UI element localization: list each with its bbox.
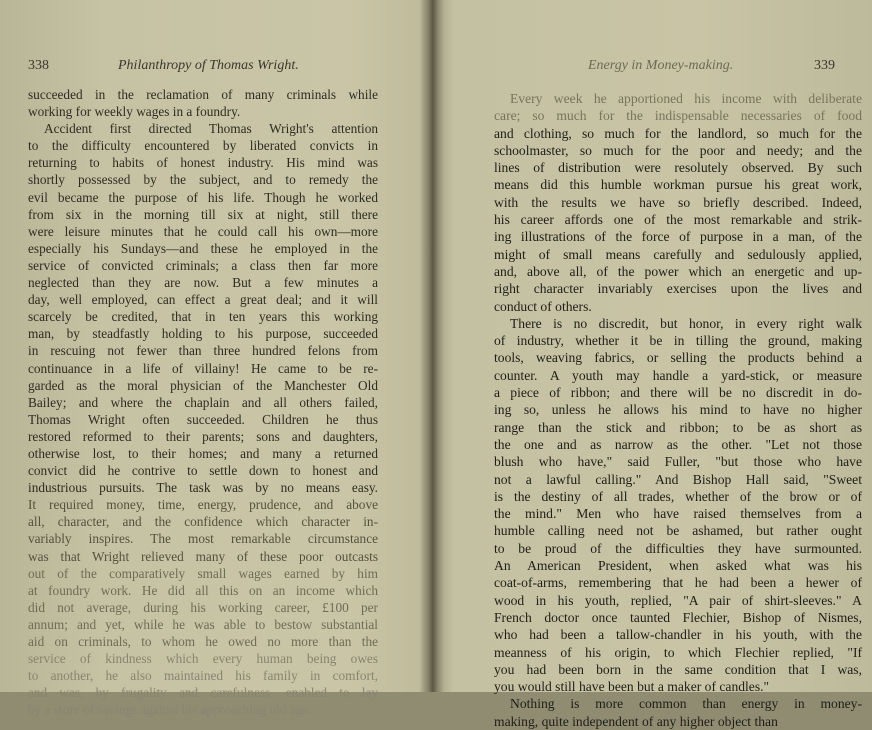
text-line: counter. A youth may handle a yard-stick, or measure xyxy=(494,367,862,383)
text-line: Accident first directed Thomas Wright's attention xyxy=(44,121,378,137)
right-running-head xyxy=(588,58,733,74)
text-line: variably inspires. The most remarkable circumstance xyxy=(28,531,378,547)
text-line: from six in the morning till six at night, still there xyxy=(28,206,378,222)
text-line: a piece of ribbon; and there will be no discredit in do- xyxy=(494,385,862,401)
text-line: the mind." Men who have raised themselves from a xyxy=(494,506,862,522)
left-running-head xyxy=(118,58,299,74)
text-line: conduct of others. xyxy=(494,298,592,314)
text-line: who had been a tallow-chandler in his youth, with the xyxy=(494,627,862,643)
text-line: means did this humble workman pursue his great work, xyxy=(494,177,862,193)
text-line: in rescuing not fewer than three hundred felons from xyxy=(28,343,378,359)
text-line: is the destiny of all trades, whether of the brow or of xyxy=(494,488,862,504)
text-line: scarcely be credited, that in ten years this working xyxy=(28,309,378,325)
text-line: tools, weaving fabrics, or selling the products behind a xyxy=(494,350,862,366)
left-page xyxy=(0,0,428,718)
text-line: service of kindness which every human being owes xyxy=(28,651,378,667)
text-line: at foundry work. He did all this on an income which xyxy=(28,582,378,598)
text-line: might of small means carefully and sedulously applied, xyxy=(494,246,862,262)
text-line: by a store of savings against his approaching old age. xyxy=(28,702,312,718)
text-line: the one and as narrow as the other. "Let not those xyxy=(494,436,862,452)
text-line: garded as the moral physician of the Manchester Old xyxy=(28,377,378,393)
text-line: making, quite independent of any higher object than xyxy=(494,713,778,729)
text-line: returning to habits of honest industry. His mind was xyxy=(28,155,378,171)
text-line: continuance in a life of villainy! He came to be re- xyxy=(28,360,378,376)
right-page xyxy=(430,0,872,729)
text-line: annum; and yet, while he was able to bestow substantial xyxy=(28,616,378,632)
text-line: his career affords one of the most remarkable and strik- xyxy=(494,212,862,228)
text-line: coat-of-arms, remembering that he had been a hewer of xyxy=(494,575,862,591)
text-line: aid on criminals, to whom he owed no more than the xyxy=(28,634,378,649)
text-line: ing so, unless he allows his mind to have no higher xyxy=(494,402,862,418)
text-line: and clothing, so much for the landlord, so much for the xyxy=(494,125,862,141)
text-line: all, character, and the confidence which character in- xyxy=(28,514,378,530)
text-line: to the difficulty encountered by liberated convicts in xyxy=(28,138,378,154)
text-line: French doctor once taunted Flechier, Bishop of Nismes, xyxy=(494,609,862,625)
text-line: shortly possessed by the subject, and to remedy the xyxy=(28,172,378,188)
text-line: ing illustrations of the force of purpose in a man, of the xyxy=(494,229,862,245)
text-line: convict did he contrive to settle down to honest and xyxy=(28,463,378,479)
text-line: Nothing is more common than energy in money- xyxy=(510,696,862,712)
text-line: day, well employed, can effect a great deal; and it will xyxy=(28,292,378,308)
text-line: not a lawful calling." And Bishop Hall said, "Sweet xyxy=(494,471,862,487)
left-running-head-text: Philanthropy of Thomas Wright. xyxy=(118,58,299,73)
text-line: industrious pursuits. The task was by no means easy. xyxy=(28,480,378,496)
text-line: Every week he apportioned his income with deliberate xyxy=(510,91,862,106)
text-line: of industry, whether it be in tilling the ground, making xyxy=(494,333,862,349)
left-page-text xyxy=(28,86,378,718)
text-line: There is no discredit, but honor, in every right walk xyxy=(510,315,862,331)
text-line: with the results we have so briefly described. Indeed, xyxy=(494,194,862,210)
text-line: blush who have," said Fuller, "but those who have xyxy=(494,454,862,470)
text-line: restored reformed to their parents; sons and daughters, xyxy=(28,428,378,444)
left-page-number: 338 xyxy=(28,58,49,73)
right-running-head-text: Energy in Money-making. xyxy=(588,58,734,73)
text-line: did not average, during his working career, £100 per xyxy=(28,599,378,615)
text-line: Thomas Wright often succeeded. Children he thus xyxy=(28,411,378,427)
text-line: otherwise lost, to their homes; and many a returned xyxy=(28,445,378,461)
text-line: Bailey; and where the chaplain and all others failed, xyxy=(28,394,378,410)
text-line: you had been born in the same condition that I was, xyxy=(494,661,862,677)
text-line: you would still have been but a maker of candles." xyxy=(494,679,770,695)
text-line: It required money, time, energy, prudence, and above xyxy=(28,497,378,513)
text-line: schoolmaster, so much for the poor and needy; and the xyxy=(494,142,862,158)
text-line: service of convicted criminals; a class then far more xyxy=(28,257,378,273)
text-line: evil became the purpose of his life. Though he worked xyxy=(28,189,378,205)
text-line: humble calling need not be ashamed, but rather ought xyxy=(494,523,862,539)
text-line: neglected than they are now. But a few minutes a xyxy=(28,275,378,291)
text-line: working for weekly wages in a foundry. xyxy=(28,104,241,120)
text-line: An American President, when asked what was his xyxy=(494,558,862,574)
right-page-number: 339 xyxy=(814,58,835,73)
text-line: right character invariably exercises upon the lives and xyxy=(494,281,862,297)
text-line: man, by steadfastly holding to his purpose, succeeded xyxy=(28,326,378,342)
text-line: range than the stick and ribbon; to be as short as xyxy=(494,419,862,435)
text-line: to be proud of the difficulties they have surmounted. xyxy=(494,540,862,556)
text-line: were leisure minutes that he could call his own—more xyxy=(28,223,378,239)
right-page-text xyxy=(494,90,862,730)
text-line: care; so much for the indispensable necessaries of food xyxy=(494,108,862,124)
text-line: wood in his youth, replied, "A pair of shirt-sleeves." A xyxy=(494,592,862,608)
text-line: and was, by frugality and carefulness, enabled to lay xyxy=(28,685,378,701)
text-line: lines of distribution were resolutely observed. By such xyxy=(494,160,862,176)
text-line: and, above all, of the power which an energetic and up- xyxy=(494,263,862,279)
text-line: succeeded in the reclamation of many criminals while xyxy=(28,87,378,102)
text-line: especially his Sundays—and these he employed in the xyxy=(28,240,378,256)
text-line: meanness of his origin, to which Flechier replied, "If xyxy=(494,644,862,660)
text-line: was that Wright relieved many of these poor outcasts xyxy=(28,548,378,564)
text-line: to another, he also maintained his family in comfort, xyxy=(28,668,378,684)
text-line: out of the comparatively small wages earned by him xyxy=(28,565,378,581)
